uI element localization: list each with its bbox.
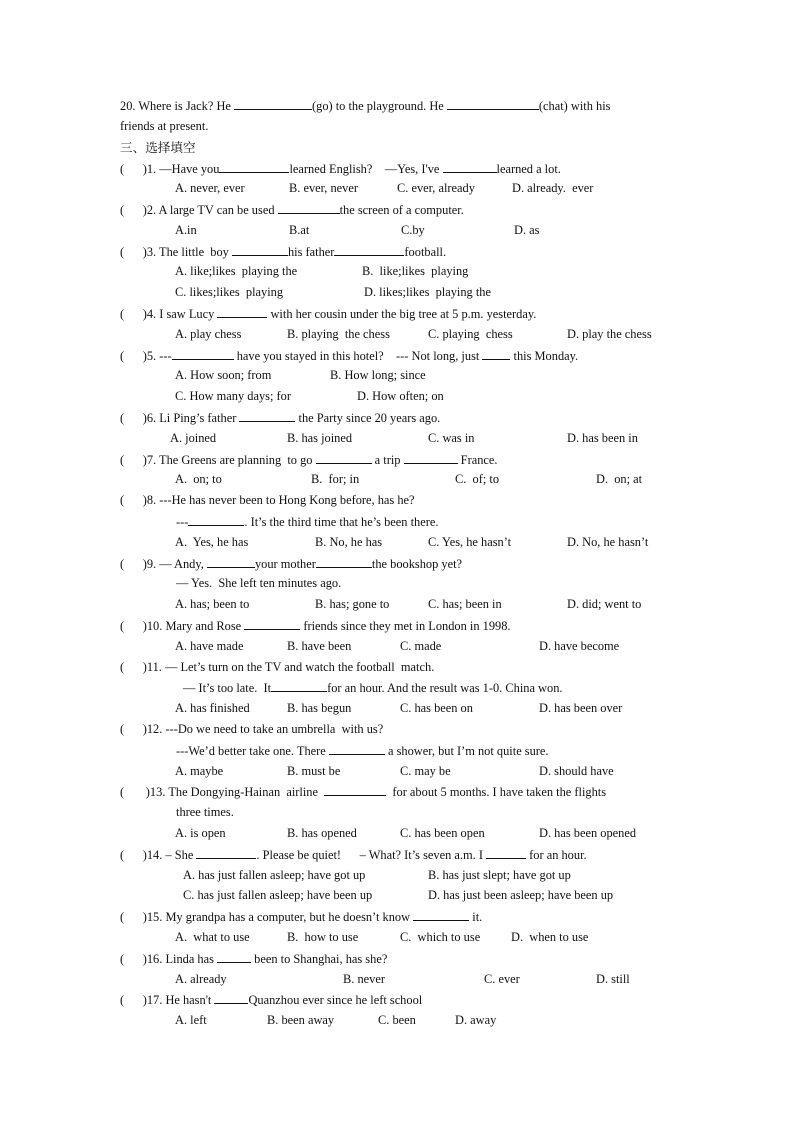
- option-d[interactable]: D. likes;likes playing the: [364, 285, 491, 299]
- option-d[interactable]: D. as: [514, 223, 540, 237]
- answer-blank[interactable]: [196, 847, 256, 859]
- question-12: [120, 722, 383, 737]
- stem-text: France.: [457, 453, 498, 467]
- option-d[interactable]: D. away: [455, 1013, 497, 1027]
- answer-blank[interactable]: [334, 244, 404, 256]
- option-c[interactable]: C. been: [378, 1013, 416, 1027]
- option-b[interactable]: B. must be: [287, 764, 341, 778]
- section-header: 三、选择填空: [120, 140, 196, 155]
- option-d[interactable]: D. did; went to: [567, 597, 642, 611]
- option-c[interactable]: C. may be: [400, 764, 451, 778]
- question-number: ( )17.: [120, 993, 166, 1007]
- stem-text: his father: [287, 245, 335, 259]
- option-b[interactable]: B. has just slept; have got up: [428, 868, 571, 882]
- stem-text: — It’s too late. It: [183, 681, 272, 695]
- question-11: [120, 660, 434, 675]
- option-a[interactable]: A. is open: [175, 826, 226, 840]
- answer-blank[interactable]: [316, 556, 372, 568]
- answer-blank[interactable]: [316, 452, 372, 464]
- question-number: ( )1.: [120, 162, 160, 176]
- answer-blank[interactable]: [324, 784, 386, 796]
- question-14: [120, 847, 587, 863]
- stem-text: ---Do we need to take an umbrella with us?: [165, 722, 384, 736]
- answer-blank[interactable]: [447, 98, 539, 110]
- option-c[interactable]: C. Yes, he hasn’t: [428, 535, 512, 549]
- stem-text: the screen of a computer.: [339, 203, 464, 217]
- question-5: [120, 348, 578, 364]
- option-b[interactable]: B. ever, never: [289, 181, 358, 195]
- answer-blank[interactable]: [214, 992, 248, 1004]
- option-a[interactable]: A. what to use: [175, 930, 250, 944]
- question-number: ( )10.: [120, 619, 166, 633]
- option-b[interactable]: B. How long; since: [330, 368, 426, 382]
- option-c[interactable]: C. has; been in: [428, 597, 502, 611]
- stem-text: He hasn't: [165, 993, 215, 1007]
- question-number: ( )14.: [120, 848, 166, 862]
- option-b[interactable]: B. has; gone to: [315, 597, 390, 611]
- stem-text: your mother: [254, 557, 316, 571]
- option-c[interactable]: C.by: [401, 223, 425, 237]
- question-7: [120, 452, 498, 468]
- stem-text: a shower, but I’m not quite sure.: [384, 744, 549, 758]
- option-c[interactable]: C. has been open: [400, 826, 485, 840]
- question-number: ( )7.: [120, 453, 160, 467]
- option-c[interactable]: C. has been on: [400, 701, 473, 715]
- option-a[interactable]: A. left: [175, 1013, 207, 1027]
- question-number: ( )4.: [120, 307, 160, 321]
- option-c[interactable]: C. of; to: [455, 472, 500, 486]
- stem-text: I saw Lucy: [159, 307, 218, 321]
- question-6: [120, 410, 440, 426]
- option-c[interactable]: C. ever, already: [397, 181, 475, 195]
- stem-text: The Greens are planning to go: [159, 453, 316, 467]
- stem-text: friends since they met in London in 1998.: [300, 619, 511, 633]
- answer-blank[interactable]: [244, 618, 300, 630]
- option-d[interactable]: D. has just been asleep; have been up: [428, 888, 614, 902]
- stem-text: My grandpa has a computer, but he doesn’t know: [165, 910, 414, 924]
- option-d[interactable]: D. No, he hasn’t: [567, 535, 649, 549]
- question-16: [120, 951, 387, 967]
- option-c[interactable]: C. made: [400, 639, 442, 653]
- option-c[interactable]: C. likes;likes playing: [175, 285, 284, 299]
- option-d[interactable]: D. has been in: [567, 431, 638, 445]
- option-d[interactable]: D. has been over: [539, 701, 623, 715]
- stem-text: — Yes. She left ten minutes ago.: [176, 576, 342, 590]
- option-a[interactable]: A. play chess: [175, 327, 242, 341]
- answer-blank[interactable]: [172, 348, 234, 360]
- q20-text-b: (go) to the playground. He: [312, 99, 447, 113]
- stem-text: learned English? —Yes, I've: [289, 162, 443, 176]
- question-20-line1: [120, 98, 610, 114]
- q20-text-c: (chat) with his: [538, 99, 611, 113]
- question-number: ( )11.: [120, 660, 165, 674]
- stem-text: the bookshop yet?: [371, 557, 463, 571]
- question-13-cont: three times.: [176, 805, 234, 819]
- option-d[interactable]: D. play the chess: [567, 327, 652, 341]
- answer-blank[interactable]: [486, 847, 526, 859]
- question-number: ( )8.: [120, 493, 160, 507]
- option-d[interactable]: D. on; at: [596, 472, 643, 486]
- option-b[interactable]: B. have been: [287, 639, 352, 653]
- question-8-reply: [176, 514, 438, 530]
- option-a[interactable]: A. have made: [175, 639, 244, 653]
- stem-text: ---: [159, 349, 172, 363]
- answer-blank[interactable]: [207, 556, 255, 568]
- question-number: ( )16.: [120, 952, 166, 966]
- option-b[interactable]: B. for; in: [311, 472, 360, 486]
- stem-text: been to Shanghai, has she?: [251, 952, 388, 966]
- question-number: ( )6.: [120, 411, 160, 425]
- option-c[interactable]: C. has just fallen asleep; have been up: [183, 888, 373, 902]
- option-a[interactable]: A.in: [175, 223, 197, 237]
- option-b[interactable]: B. how to use: [287, 930, 359, 944]
- option-a[interactable]: A. maybe: [175, 764, 224, 778]
- answer-blank[interactable]: [234, 98, 312, 110]
- answer-blank[interactable]: [278, 202, 340, 214]
- option-b[interactable]: B. has begun: [287, 701, 352, 715]
- question-number: ( )3.: [120, 245, 160, 259]
- stem-text: it.: [469, 910, 483, 924]
- stem-text: — Andy,: [159, 557, 207, 571]
- stem-text: . It’s the third time that he’s been there.: [244, 515, 439, 529]
- stem-text: learned a lot.: [496, 162, 561, 176]
- question-3: [120, 244, 446, 260]
- stem-text: Quanzhou ever since he left school: [248, 993, 423, 1007]
- option-a[interactable]: A. has just fallen asleep; have got up: [183, 868, 366, 882]
- question-9: [120, 556, 462, 572]
- option-c[interactable]: C. How many days; for: [175, 389, 291, 403]
- question-9-reply: [176, 576, 341, 591]
- question-number: ( )12.: [120, 722, 166, 736]
- option-b[interactable]: B. has opened: [287, 826, 357, 840]
- question-13: [120, 784, 606, 800]
- option-d[interactable]: D. has been opened: [539, 826, 637, 840]
- option-a[interactable]: A. like;likes playing the: [175, 264, 298, 278]
- answer-blank[interactable]: [271, 680, 327, 692]
- stem-text: have you stayed in this hotel? --- Not long, just: [233, 349, 483, 363]
- option-c[interactable]: C. playing chess: [428, 327, 513, 341]
- answer-blank[interactable]: [239, 410, 295, 422]
- stem-text: — Let’s turn on the TV and watch the football match.: [164, 660, 435, 674]
- question-1: [120, 161, 561, 177]
- question-17: [120, 992, 422, 1008]
- stem-text: football.: [404, 245, 447, 259]
- option-a[interactable]: A. already: [175, 972, 227, 986]
- option-b[interactable]: B. never: [343, 972, 385, 986]
- answer-blank[interactable]: [217, 951, 251, 963]
- answer-blank[interactable]: [443, 161, 497, 173]
- option-d[interactable]: D. have become: [539, 639, 620, 653]
- stem-text: for an hour.: [526, 848, 587, 862]
- stem-text: this Monday.: [510, 349, 579, 363]
- option-c[interactable]: C. ever: [484, 972, 520, 986]
- question-11-reply: [183, 680, 563, 696]
- stem-text: ---We’d better take one. There: [176, 744, 329, 758]
- stem-text: Li Ping’s father: [159, 411, 240, 425]
- option-a[interactable]: A. never, ever: [175, 181, 245, 195]
- answer-blank[interactable]: [482, 348, 510, 360]
- question-2: [120, 202, 464, 218]
- question-8: [120, 493, 415, 508]
- option-b[interactable]: B. has joined: [287, 431, 353, 445]
- question-20-line2: friends at present.: [120, 119, 209, 133]
- option-b[interactable]: B. been away: [267, 1013, 335, 1027]
- stem-text: —Have you: [159, 162, 220, 176]
- question-4: [120, 306, 536, 322]
- question-number: ( )15.: [120, 910, 166, 924]
- question-number: ( )5.: [120, 349, 160, 363]
- answer-blank[interactable]: [232, 244, 288, 256]
- option-d[interactable]: D. already. ever: [512, 181, 594, 195]
- stem-text: with her cousin under the big tree at 5 p.m. yesterday.: [267, 307, 537, 321]
- q20-text-a: 20. Where is Jack? He: [120, 99, 234, 113]
- stem-text: for an hour. And the result was 1-0. China won.: [327, 681, 563, 695]
- answer-blank[interactable]: [217, 306, 267, 318]
- stem-text: The Dongying-Hainan airline: [168, 785, 325, 799]
- option-a[interactable]: A. joined: [170, 431, 217, 445]
- option-a[interactable]: A. has; been to: [175, 597, 250, 611]
- option-a[interactable]: A. has finished: [175, 701, 250, 715]
- answer-blank[interactable]: [413, 909, 469, 921]
- option-a[interactable]: A. on; to: [175, 472, 222, 486]
- question-number: ( )9.: [120, 557, 160, 571]
- stem-text: ---: [176, 515, 189, 529]
- question-15: [120, 909, 482, 925]
- stem-text: – She: [165, 848, 197, 862]
- option-d[interactable]: D. when to use: [511, 930, 589, 944]
- stem-text: ---He has never been to Hong Kong before, has he?: [159, 493, 415, 507]
- answer-blank[interactable]: [404, 452, 458, 464]
- answer-blank[interactable]: [188, 514, 244, 526]
- option-d[interactable]: D. still: [596, 972, 630, 986]
- option-c[interactable]: C. was in: [428, 431, 475, 445]
- option-c[interactable]: C. which to use: [400, 930, 481, 944]
- option-b[interactable]: B. like;likes playing: [362, 264, 469, 278]
- option-d[interactable]: D. How often; on: [357, 389, 444, 403]
- question-12-reply: [176, 743, 549, 759]
- stem-text: The little boy: [159, 245, 232, 259]
- stem-text: A large TV can be used: [158, 203, 278, 217]
- option-a[interactable]: A. Yes, he has: [175, 535, 249, 549]
- option-d[interactable]: D. should have: [539, 764, 614, 778]
- stem-text: the Party since 20 years ago.: [295, 411, 441, 425]
- stem-text: Linda has: [165, 952, 218, 966]
- stem-text: . Please be quiet! – What? It’s seven a.m. I: [256, 848, 487, 862]
- option-b[interactable]: B. playing the chess: [287, 327, 390, 341]
- question-10: [120, 618, 511, 634]
- stem-text: Mary and Rose: [165, 619, 245, 633]
- answer-blank[interactable]: [219, 161, 289, 173]
- question-number: ( )13.: [120, 785, 169, 799]
- answer-blank[interactable]: [329, 743, 385, 755]
- option-a[interactable]: A. How soon; from: [175, 368, 272, 382]
- option-b[interactable]: B.at: [289, 223, 310, 237]
- option-b[interactable]: B. No, he has: [315, 535, 383, 549]
- stem-text: a trip: [371, 453, 404, 467]
- question-number: ( )2.: [120, 203, 159, 217]
- stem-text: for about 5 months. I have taken the flights: [386, 785, 607, 799]
